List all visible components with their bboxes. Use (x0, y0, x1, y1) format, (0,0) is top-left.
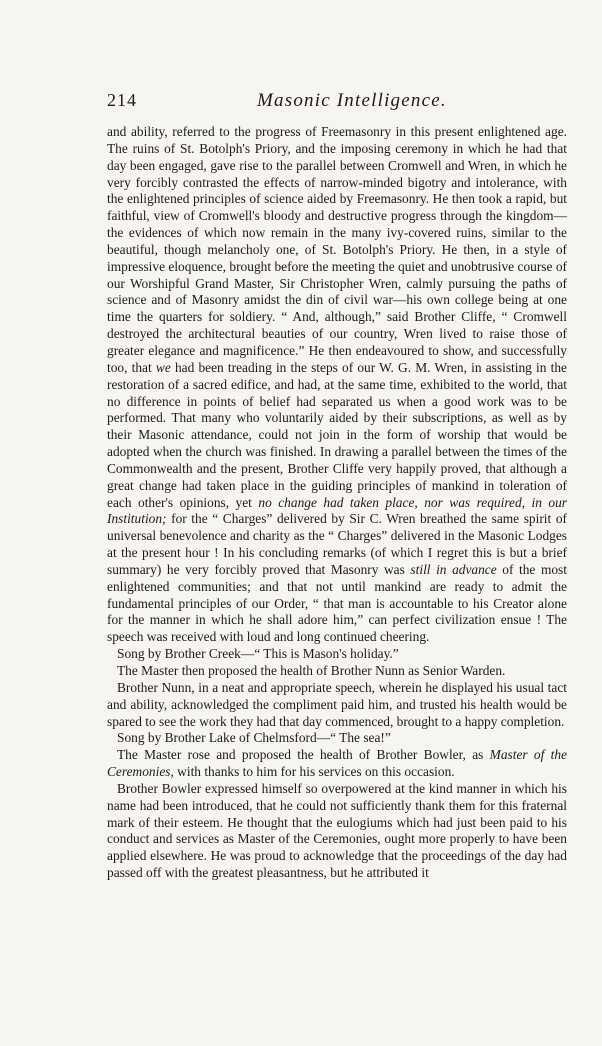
paragraph-4 (107, 680, 567, 731)
text-segment: for the “ Charges” delivered by Sir C. Wren breathed the same spirit of universal benevolence and charity as the “ Charges” delivered in the Masonic Lodges at the present hour ! In his concluding remarks (of which I regret this is but a brief summary) he very forcibly proved that Masonry was (107, 511, 567, 577)
document-page (107, 90, 567, 882)
paragraph-6 (107, 747, 567, 781)
text-segment: had been treading in the steps of our W. G. M. Wren, in assisting in the restoration of a sacred edifice, and had, at the same time, exhibited to the world, that no difference in points of belief had separated us when a good work was to be performed. That many who voluntarily aided by their subscriptions, as well as by their Masonic attendance, could not join in the form of worship that would be adopted when the church was finished. In drawing a parallel between the times of the Commonwealth and the present, Brother Cliffe very happily proved, that although a great change had taken place in the guiding principles of mankind in toleration of each other's opinions, yet (107, 359, 567, 510)
text-segment: The Master rose and proposed the health of Brother Bowler, as (117, 747, 490, 763)
italic-segment: no change had taken place, nor was required, in our Institution; (107, 494, 567, 527)
text-segment: The Master then proposed the health of Brother Nunn as Senior Warden. (117, 663, 506, 678)
paragraph-7 (107, 781, 567, 882)
running-title: Masonic Intelligence. (257, 90, 447, 111)
page-header (107, 90, 567, 116)
italic-segment: we (155, 359, 171, 375)
text-segment: Song by Brother Creek—“ This is Mason's holiday.” (117, 646, 399, 662)
paragraph-2 (107, 646, 567, 663)
text-segment: and ability, referred to the progress of Freemasonry in this present enlightened age. The ruins of St. Botolph's Priory, and the imposing ceremony in which he had that day been engaged, gave rise to the parallel between Cromwell and Wren, in which he very forcibly contrasted the effects of narrow-minded bigotry and intolerance, with the enlightened principles of science aided by Freemasonry. He then took a rapid, but faithful, view of Cromwell's bloody and destructive progress through the kingdom—the evidences of which now remain in the many ivy-covered ruins, similar to the beautiful, though melancholy one, of St. Botolph's Priory. He then, in a style of impressive eloquence, brought before the meeting the quiet and unobtrusive course of our Worshipful Grand Master, Sir Christopher Wren, calmly pursuing the paths of science and of Masonry amidst the din of civil war—his own college being at one time the quarters for soldiery. “ And, although,” said Brother Cliffe, “ Cromwell destroyed the architectural beauties of our country, Wren lived to raise those of greater elegance and magnificence.” He then endeavoured to show, and successfully too, that (107, 124, 567, 375)
italic-segment: still in advance (410, 561, 497, 577)
text-segment: with thanks to him for his services on this occasion. (173, 764, 455, 780)
text-segment: Brother Bowler expressed himself so overpowered at the kind manner in which his name had been introduced, that he could not sufficiently thank them for this fraternal mark of their esteem. He thought that the eulogiums which had just been paid to his conduct and services as Master of the Ceremonies, ought more properly to have been applied elsewhere. He was proud to acknowledge that the proceedings of the day had passed off with the greatest pleasantness, but he attributed it (107, 780, 567, 881)
body-text (107, 124, 567, 882)
text-segment: of the most enlightened communities; and that not until mankind are ready to admit the fundamental principles of our Order, “ that man is accountable to his Creator alone for the manner in which he shall adore him,” can perfect civilization ensue ! The speech was received with loud and long continued cheering. (107, 561, 567, 645)
text-segment: Brother Nunn, in a neat and appropriate speech, wherein he displayed his usual tact and ability, acknowledged the compliment paid him, and trusted his health would be spared to see the work they had that day commenced, brought to a happy completion. (107, 679, 567, 729)
paragraph-3 (107, 663, 567, 680)
paragraph-1 (107, 124, 567, 646)
paragraph-5 (107, 730, 567, 747)
page-number: 214 (107, 90, 137, 110)
text-segment: Song by Brother Lake of Chelmsford—“ The sea!” (117, 730, 391, 746)
italic-segment: Master of the Ceremonies, (107, 747, 568, 780)
